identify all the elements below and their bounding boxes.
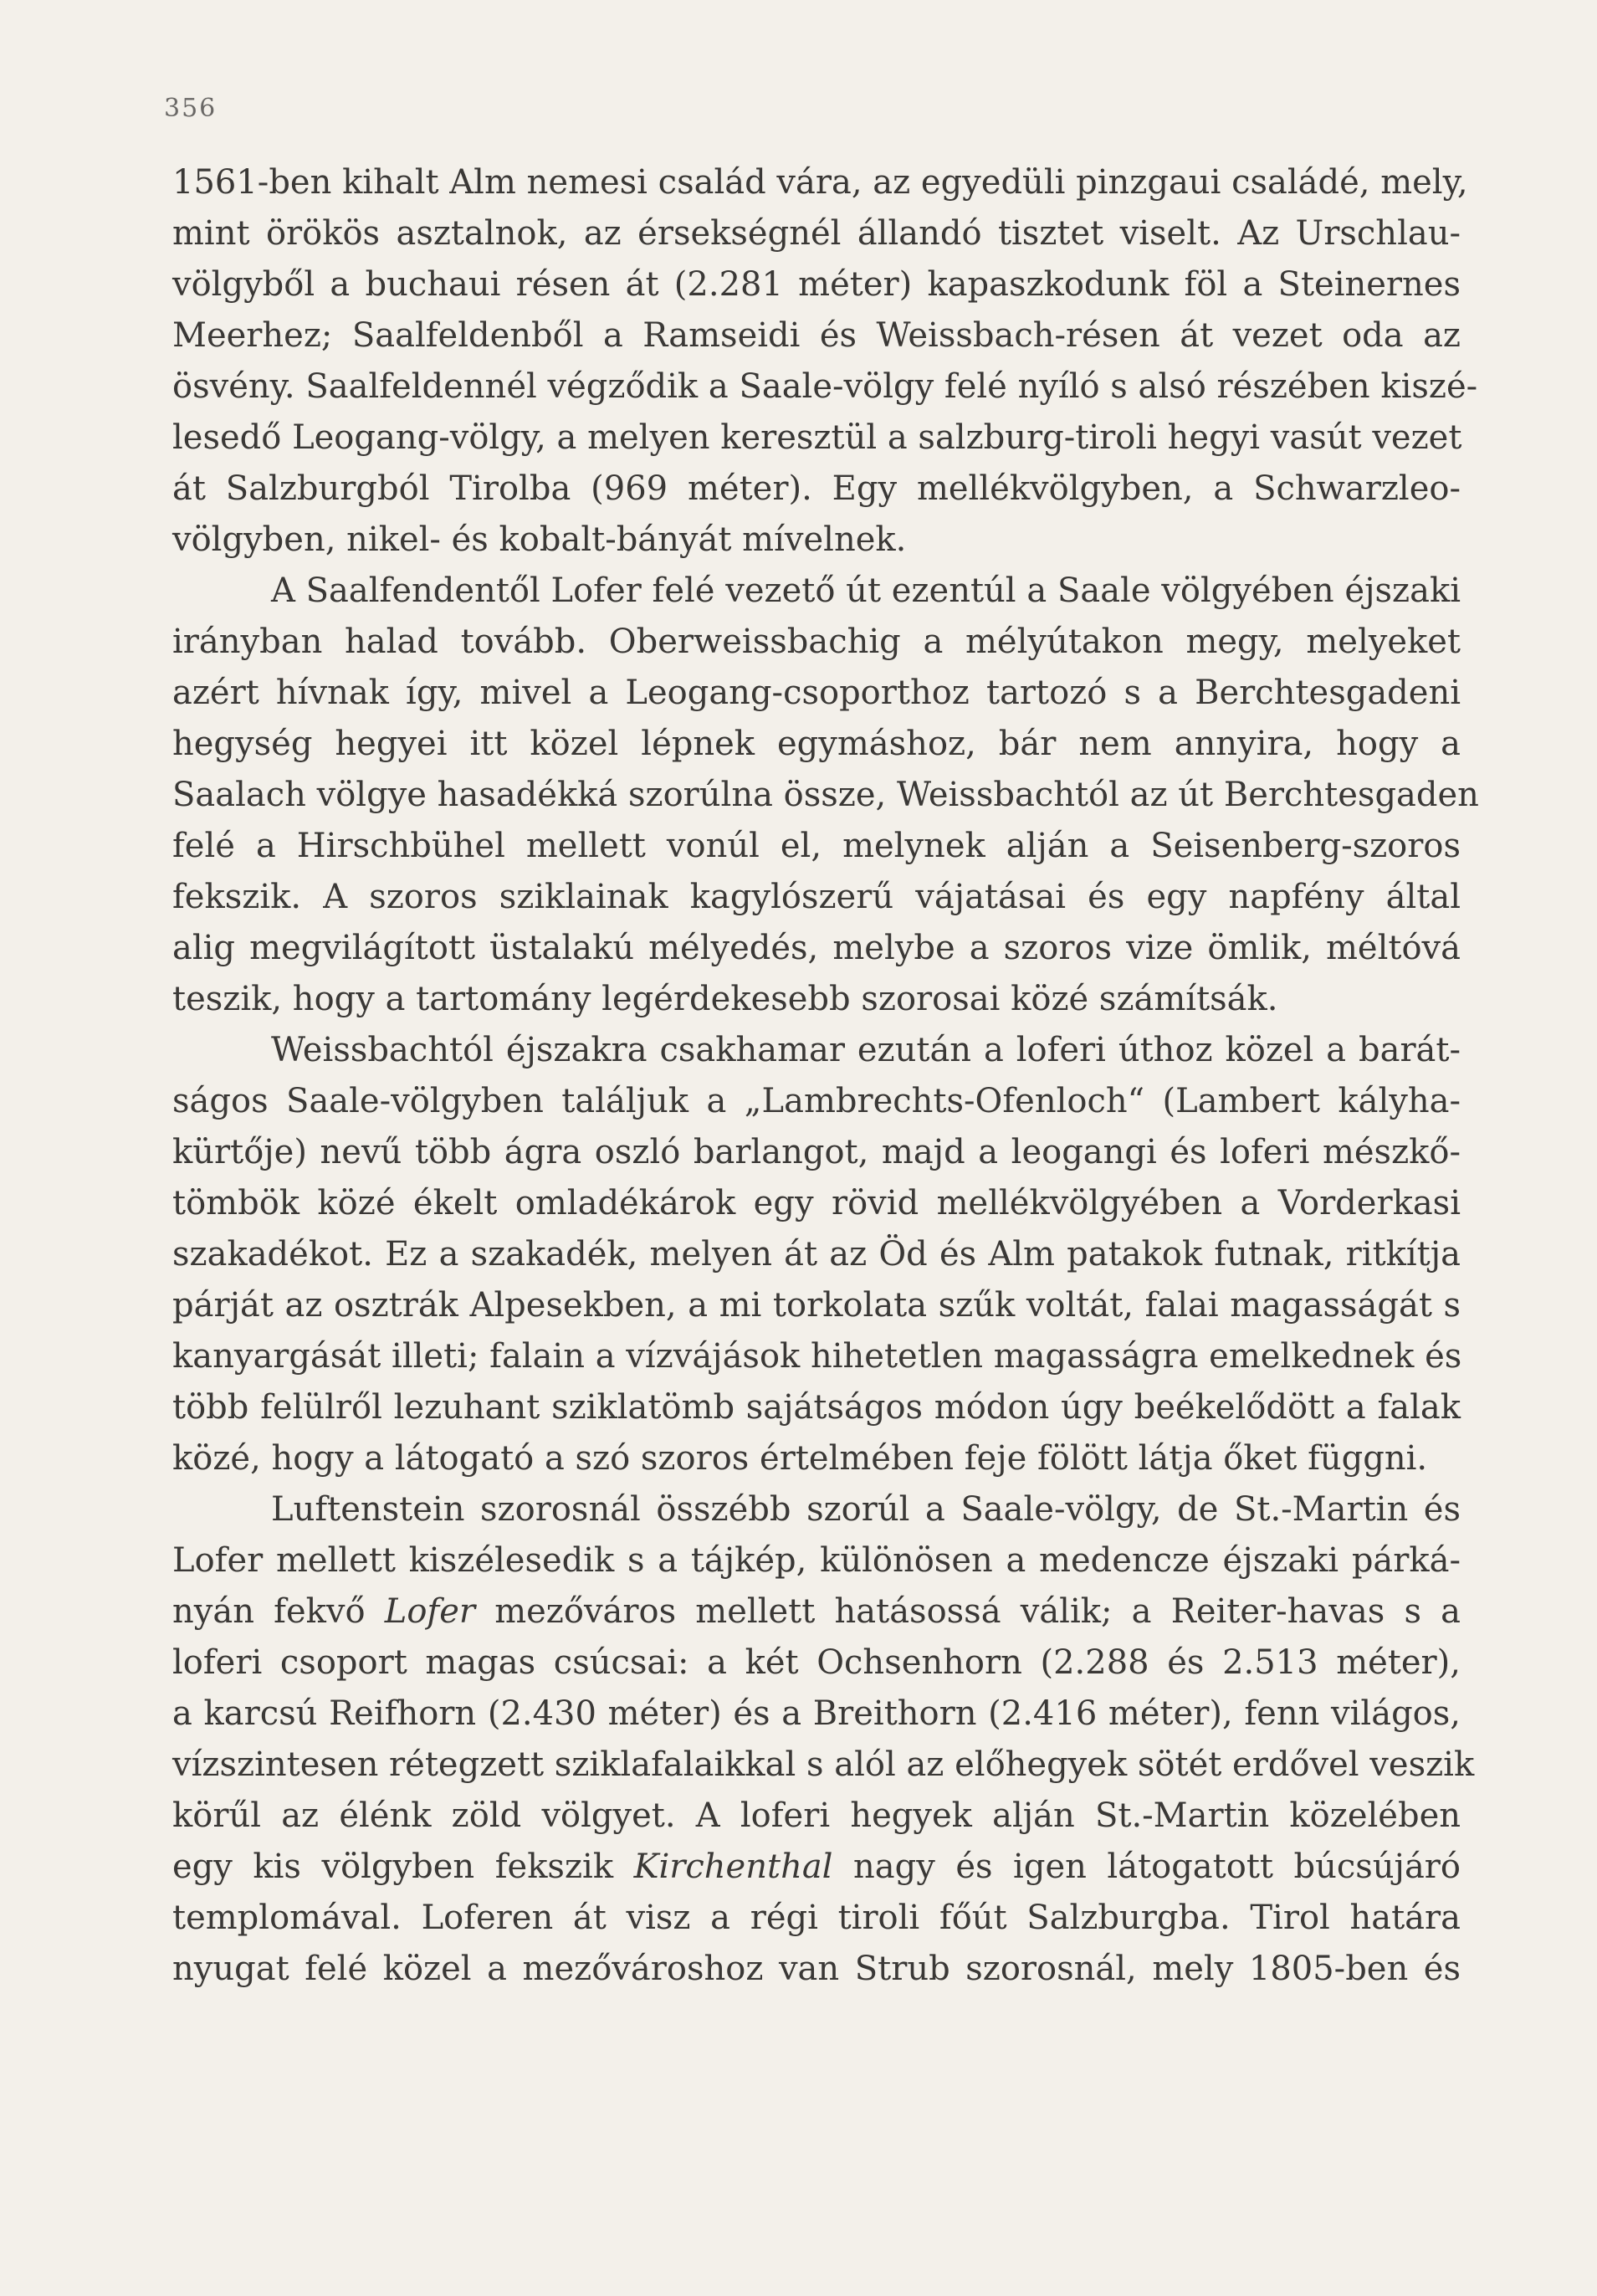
text-segment: felé a Hirschbühel mellett vonúl el, melynek alján a Seisenberg-szoros [172,827,1461,865]
text-segment: nyán fekvő [172,1592,385,1631]
text-segment: ösvény. Saalfeldennél végződik a Saale-völgy felé nyíló s alsó részében kiszé- [172,367,1478,406]
text-segment: több felülről lezuhant sziklatömb sajátságos módon úgy beékelődött a falak [172,1388,1461,1427]
text-line [172,617,1461,668]
text-line [172,310,1461,361]
text-segment: nagy és igen látogatott búcsújáró [832,1848,1461,1886]
text-line [172,1178,1461,1229]
text-line [172,1025,1461,1076]
text-segment: mint örökös asztalnok, az érsekségnél állandó tisztet viselt. Az Urschlau- [172,214,1461,253]
text-segment: lesedő Leogang-völgy, a melyen keresztül a salzburg-tiroli hegyi vasút vezet [172,418,1462,457]
text-segment: templomával. Loferen át visz a régi tiroli főút Salzburgba. Tirol határa [172,1899,1461,1937]
text-line [172,1740,1475,1791]
text-segment: Saalach völgye hasadékká szorúlna össze, Weissbachtól az út Berchtesgaden [172,776,1479,814]
text-line [172,1280,1461,1331]
text-line [172,1944,1461,1995]
text-segment: párját az osztrák Alpesekben, a mi torkolata szűk voltát, falai magasságát s [172,1286,1461,1325]
page-number: 356 [164,94,218,123]
text-segment: át Salzburgból Tirolba (969 méter). Egy mellékvölgyben, a Schwarzleo- [172,469,1461,508]
text-line [172,1127,1461,1178]
text-line [172,719,1461,770]
text-line [172,974,1461,1025]
text-line [172,1893,1461,1944]
text-line [172,1484,1461,1535]
text-line [172,361,1478,413]
text-segment: ságos Saale-völgyben találjuk a „Lambrechts-Ofenloch“ (Lambert kályha- [172,1082,1461,1120]
text-segment: fekszik. A szoros sziklainak kagylószerű vájatásai és egy napfény által [172,878,1461,916]
italic-place-name: Lofer [384,1592,475,1631]
text-segment: loferi csoport magas csúcsai: a két Ochsenhorn (2.288 és 2.513 méter), [172,1643,1461,1682]
text-line [172,1076,1461,1127]
text-segment: kanyargását illeti; falain a vízvájások hihetetlen magasságra emelkednek és [172,1337,1462,1376]
text-segment: Lofer mellett kiszélesedik s a tájkép, különösen a medencze éjszaki párká- [172,1541,1461,1580]
text-segment: Weissbachtól éjszakra csakhamar ezután a loferi úthoz közel a barát- [271,1031,1461,1069]
text-segment: Meerhez; Saalfeldenből a Ramseidi és Weissbach-résen át vezet oda az [172,316,1461,355]
text-line [172,1637,1461,1689]
text-line [172,1842,1461,1893]
text-segment: azért hívnak így, mivel a Leogang-csoporthoz tartozó s a Berchtesgadeni [172,674,1461,712]
text-line [172,872,1461,923]
text-segment: mezőváros mellett hatásossá válik; a Reiter-havas s a [475,1592,1461,1631]
text-line [172,1535,1461,1586]
text-segment: teszik, hogy a tartomány legérdekesebb szorosai közé számítsák. [172,980,1278,1018]
text-line [172,1586,1461,1637]
text-line [172,923,1461,974]
text-line [172,566,1461,617]
text-line [172,208,1461,259]
text-segment: körűl az élénk zöld völgyet. A loferi hegyek alján St.-Martin közelében [172,1796,1461,1835]
text-line [172,668,1461,719]
text-segment: közé, hogy a látogató a szó szoros értelmében feje fölött látja őket függni. [172,1439,1428,1478]
text-segment: 1561-ben kihalt Alm nemesi család vára, az egyedüli pinzgaui családé, mely, [172,163,1468,202]
text-segment: nyugat felé közel a mezővároshoz van Strub szorosnál, mely 1805-ben és [172,1950,1461,1988]
text-segment: A Saalfendentől Lofer felé vezető út ezentúl a Saale völgyében éjszaki [271,571,1461,610]
text-line [172,1382,1461,1433]
text-segment: Luftenstein szorosnál összébb szorúl a Saale-völgy, de St.-Martin és [271,1490,1461,1529]
text-segment: egy kis völgyben fekszik [172,1848,634,1886]
text-line [172,259,1461,310]
text-line [172,821,1461,872]
text-segment: kürtője) nevű több ágra oszló barlangot, majd a leogangi és loferi mészkő- [172,1133,1461,1171]
text-segment: völgyben, nikel- és kobalt-bányát mívelnek. [172,520,907,559]
italic-place-name: Kirchenthal [633,1848,833,1886]
text-segment: szakadékot. Ez a szakadék, melyen át az Öd és Alm patakok futnak, ritkítja [172,1235,1461,1274]
text-segment: vízszintesen rétegzett sziklafalaikkal s alól az előhegyek sötét erdővel veszik [172,1745,1475,1784]
text-line [172,1229,1461,1280]
text-line [172,1791,1461,1842]
text-line [172,770,1479,821]
text-segment: völgyből a buchaui résen át (2.281 méter) kapaszkodunk föl a Steinernes [172,265,1461,304]
text-segment: irányban halad tovább. Oberweissbachig a mélyútakon megy, melyeket [172,623,1461,661]
text-line [172,413,1461,464]
body-text [172,157,1479,1995]
text-segment: tömbök közé ékelt omladékárok egy rövid mellékvölgyében a Vorderkasi [172,1184,1461,1222]
text-line [172,515,1461,566]
text-line [172,464,1461,515]
text-segment: alig megvilágított üstalakú mélyedés, melybe a szoros vize ömlik, méltóvá [172,929,1461,967]
text-segment: hegység hegyei itt közel lépnek egymáshoz, bár nem annyira, hogy a [172,725,1461,763]
text-segment: a karcsú Reifhorn (2.430 méter) és a Breithorn (2.416 méter), fenn világos, [172,1694,1461,1733]
text-line [172,1689,1461,1740]
text-line [172,157,1468,208]
text-line [172,1433,1461,1484]
text-line [172,1331,1461,1382]
